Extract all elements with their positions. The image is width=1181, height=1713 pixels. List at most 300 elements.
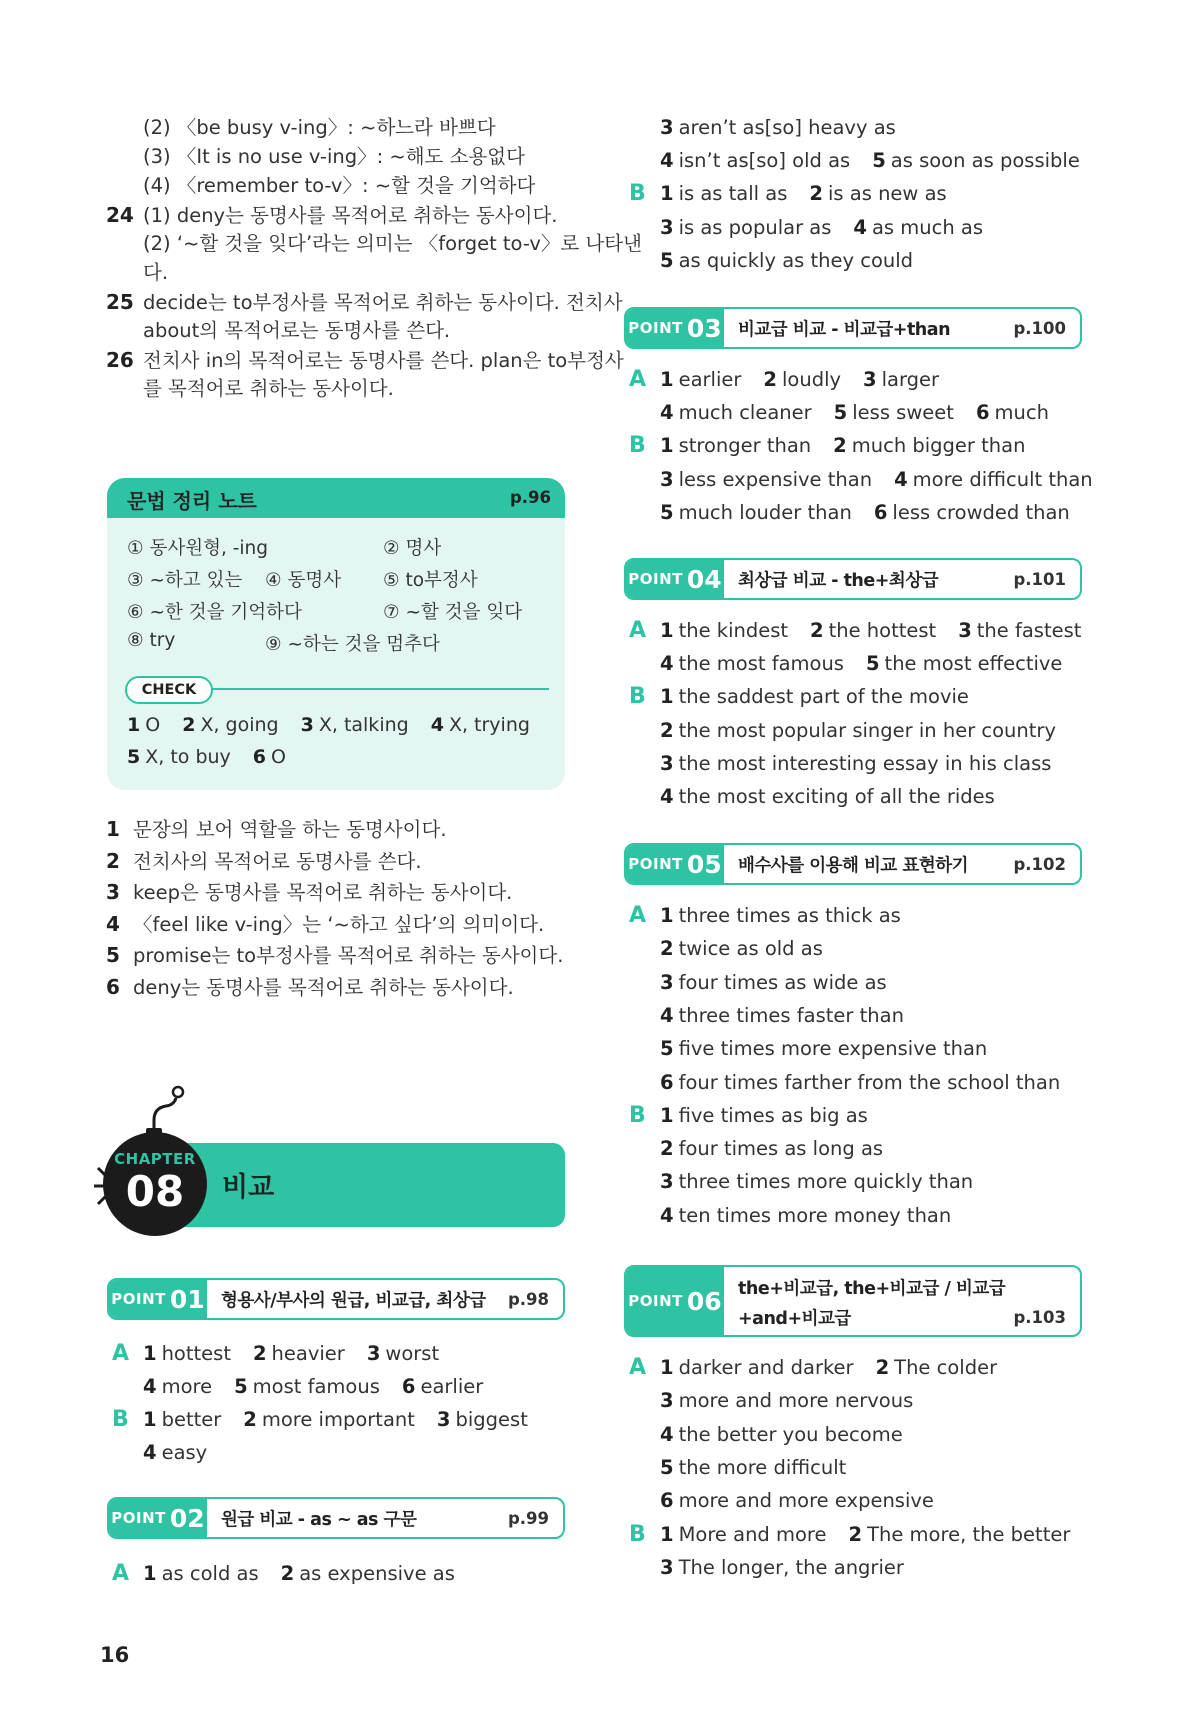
check-answer-text: X, to buy [145,746,231,768]
explanation-line [106,175,535,197]
answer-text: isn’t as[so] old as [678,149,851,173]
answer-row [660,1457,868,1479]
answer-number: 4 [660,149,674,173]
point-number: 06 [686,1286,722,1316]
page-number: 16 [100,1643,130,1667]
answer-number: 2 [660,718,674,742]
answer-item [874,501,1070,524]
answer-item [660,368,741,391]
answer-item [143,1441,207,1464]
answer-number: 6 [873,500,888,524]
point-title: 비교급 비교 - 비교급+than [738,319,951,340]
answer-number: 1 [660,1103,674,1127]
answer-item [253,1342,345,1365]
check-answer-number: 3 [300,714,314,736]
answer-number: 4 [853,215,867,239]
answer-row [660,183,969,205]
answer-text: earlier [678,368,742,391]
answer-item [872,149,1080,172]
explanation-text: (3) 〈It is no use v-ing〉: ~해도 소용없다 [143,145,525,168]
answer-row [660,786,1017,808]
answer-text: as quickly as they could [678,248,914,272]
answer-number: 1 [660,685,674,709]
answer-text: more important [261,1408,415,1431]
answer-row [143,1343,461,1365]
answer-group-letter: B [629,684,646,710]
answer-item [833,434,1025,457]
explanation-line [106,146,525,168]
point-word: POINT [628,855,683,873]
answer-row [143,1563,477,1585]
answer-item [660,182,787,205]
check-answer [301,714,409,736]
answer-row [660,250,935,272]
answer-text: more and more expensive [678,1489,934,1513]
answer-row [660,1171,995,1193]
answer-text: the hottest [828,619,937,642]
answer-number: 3 [366,1342,381,1365]
explanation-text: keep은 동명사를 목적어로 취하는 동사이다. [133,881,513,905]
point-page: p.100 [1013,318,1066,338]
answer-number: 2 [809,182,823,206]
answer-item [281,1562,455,1585]
answer-row [660,1072,1082,1094]
answer-row [660,502,1092,524]
answer-text: stronger than [678,434,812,458]
answer-text: much [994,401,1049,425]
point-number: 02 [169,1503,205,1533]
grammar-note-page: p.96 [509,488,551,507]
answer-row [660,1138,905,1160]
answer-text: is as new as [827,182,947,206]
answer-text: the most famous [678,652,844,676]
answer-number: 4 [660,1003,674,1027]
check-row [127,715,552,737]
explanation-line [106,818,447,841]
answer-item [810,619,936,642]
explanation-text: (1) deny는 동명사를 목적어로 취하는 동사이다. [143,204,558,227]
explanation-line [106,349,624,372]
answer-item [660,1489,934,1512]
note-item: ⑤ to부정사 [383,570,478,591]
answer-item [660,971,887,994]
explanation-number: 3 [106,880,120,905]
point-title: 형용사/부사의 원급, 비교급, 최상급 [221,1290,486,1311]
check-answer [431,714,530,736]
check-label: CHECK [125,676,213,704]
answer-text: the kindest [678,619,789,642]
answer-row [660,117,918,139]
explanation-number: 4 [106,911,120,936]
note-item: ③ ~하고 있는 [127,570,243,591]
explanation-number: 25 [106,290,134,314]
answer-text: the most popular singer in her country [678,718,1056,742]
answer-item [660,1170,973,1193]
note-item: ⑧ try [127,630,176,651]
point-word: POINT [111,1290,166,1308]
answer-text: more [161,1375,213,1398]
answer-number: 1 [143,1342,157,1365]
explanation-line [106,233,642,255]
answer-row [660,150,1102,172]
answer-number: 5 [660,248,674,272]
answer-item [660,752,1051,775]
answer-group-letter: A [629,367,647,392]
explanation-line [106,320,450,342]
check-answer-number: 5 [127,746,141,768]
answer-number: 2 [660,1137,674,1161]
answer-text: less crowded than [892,500,1070,524]
answer-row [660,753,1073,775]
explanation-line [106,117,496,139]
answer-number: 5 [872,149,886,173]
answer-number: 5 [660,1037,674,1061]
point-word: POINT [628,319,683,337]
answer-text: loudly [781,368,842,391]
answer-row [660,938,845,960]
point-page: p.103 [1013,1307,1066,1327]
explanation-line [106,850,422,873]
point-number: 03 [686,313,722,343]
answer-number: 4 [660,785,674,808]
explanation-line [106,881,512,904]
answer-number: 1 [660,368,674,391]
answer-item [143,1408,221,1431]
check-answer-text: X, going [200,714,279,736]
answer-text: much cleaner [678,401,812,425]
answer-row [660,1557,926,1579]
answer-text: heavier [271,1342,345,1365]
answer-number: 1 [143,1408,157,1431]
answer-item [863,368,939,391]
answer-item [660,501,852,524]
answer-item [958,619,1081,642]
answer-row [660,1005,926,1027]
point-title-line2: +and+비교급 [738,1308,851,1329]
answer-item [660,401,812,424]
answer-item [143,1342,231,1365]
point-06-header [624,1265,1082,1337]
explanation-text: (2) 〈be busy v-ing〉: ~하느라 바쁘다 [143,116,496,139]
answer-number: 3 [660,1555,674,1579]
answer-number: 2 [810,619,824,642]
answer-number: 1 [660,1522,674,1546]
note-item: ⑦ ~할 것을 잊다 [383,602,523,623]
answer-item [243,1408,415,1431]
answer-text: worst [385,1342,440,1365]
point-number: 05 [686,849,722,879]
answer-item [876,1356,998,1379]
answer-number: 2 [833,434,847,458]
answer-row [660,1357,1019,1379]
answer-text: much bigger than [851,434,1026,458]
point-page: p.102 [1013,854,1066,874]
answer-row [660,1105,890,1127]
answer-group-letter: A [629,618,647,643]
answer-item [763,368,841,391]
answer-group-letter: B [629,181,646,207]
answer-number: 3 [660,970,674,994]
answer-number: 2 [243,1408,257,1431]
answer-text: four times farther from the school than [678,1070,1061,1094]
answer-text: as cold as [161,1562,259,1585]
answer-row [660,972,909,994]
explanation-number: 24 [106,203,134,227]
explanation-text: 전치사 in의 목적어로는 동명사를 쓴다. plan은 to부정사 [143,349,624,372]
answer-item [660,1104,868,1127]
answer-text: four times as long as [678,1137,884,1161]
answer-number: 4 [894,467,908,491]
answer-row [660,1205,973,1227]
point-number: 04 [686,564,722,594]
answer-number: 3 [660,116,674,139]
explanation-text: (2) ‘~할 것을 잊다’라는 의미는 〈forget to-v〉로 나타낸 [143,232,642,255]
answer-text: more and more nervous [678,1389,914,1413]
chapter-badge [103,1132,207,1236]
answer-row [660,653,1084,675]
answer-item [402,1375,483,1398]
answer-item [660,1389,913,1412]
answer-number: 3 [958,619,972,642]
explanation-text: about의 목적어로는 동명사를 쓴다. [143,319,451,342]
answer-text: is as tall as [678,182,788,206]
answer-text: as soon as possible [890,149,1080,173]
answer-number: 2 [280,1562,295,1585]
note-item: ⑥ ~한 것을 기억하다 [127,602,302,623]
point-page: p.99 [507,1508,549,1528]
answer-group-letter: A [112,1561,130,1586]
explanation-text: (4) 〈remember to-v〉: ~할 것을 기억하다 [143,174,536,197]
answer-item [660,685,969,708]
answer-number: 1 [660,619,674,642]
answer-row [143,1376,505,1398]
answer-number: 5 [660,500,674,524]
check-answer-number: 2 [182,714,196,736]
answer-item [660,1423,903,1446]
answer-group-letter: B [112,1407,129,1432]
answer-number: 6 [660,1489,674,1513]
check-answer [253,746,286,768]
explanation-number: 26 [106,348,134,372]
answer-text: the more difficult [678,1455,847,1479]
answer-item [437,1408,528,1431]
answer-row [143,1409,550,1431]
answer-item [660,216,831,239]
check-answer-text: O [271,746,286,768]
answer-number: 5 [865,652,880,676]
explanation-text: 전치사의 목적어로 동명사를 쓴다. [133,849,422,873]
answer-text: much louder than [678,500,852,524]
answer-item [866,652,1062,675]
answer-number: 4 [660,652,674,676]
answer-text: hottest [161,1342,231,1365]
answer-text: More and more [678,1522,827,1546]
point-page: p.101 [1013,569,1066,589]
answer-number: 6 [975,401,990,425]
answer-number: 5 [660,1455,674,1479]
answer-number: 4 [660,1422,674,1446]
answer-item [660,652,844,675]
answer-text: most famous [252,1375,380,1398]
point-05-header [624,843,1082,885]
answer-item [143,1375,212,1398]
answer-item [660,1556,904,1579]
answer-row [660,369,961,391]
answer-item [660,1204,951,1227]
answer-item [234,1375,380,1398]
answer-row [143,1442,229,1464]
answer-text: less sweet [852,401,954,425]
answer-text: as expensive as [299,1562,455,1585]
note-item: ① 동사원형, -ing [127,538,268,559]
answer-text: better [161,1408,222,1431]
answer-group-letter: A [629,1355,647,1380]
answer-item [660,1037,987,1060]
explanation-line [106,378,394,400]
answer-row [660,620,1103,642]
answer-text: the saddest part of the movie [678,685,969,709]
answer-text: earlier [420,1375,484,1398]
answer-text: five times more expensive than [678,1037,988,1061]
answer-item [660,468,872,491]
answer-row [660,469,1115,491]
explanation-number: 2 [106,848,120,873]
answer-text: The colder [894,1356,998,1379]
answer-number: 2 [875,1356,890,1379]
answer-text: the most exciting of all the rides [678,785,995,808]
answer-number: 4 [143,1441,157,1464]
check-answer-number: 1 [127,714,141,736]
check-answer-text: O [145,714,161,736]
point-word: POINT [628,1292,683,1310]
explanation-line [106,976,514,999]
note-item: ⑨ ~하는 것을 멈추다 [265,634,440,655]
answer-row [660,217,1005,239]
answer-number: 3 [863,368,877,391]
answer-item [660,1071,1060,1094]
answer-number: 5 [234,1375,248,1398]
answer-number: 1 [660,182,674,206]
answer-number: 3 [660,467,674,491]
answer-number: 3 [660,1389,674,1413]
answer-text: ten times more money than [678,1203,952,1227]
answer-row [660,905,923,927]
answer-text: three times as thick as [678,904,901,927]
answer-item [976,401,1049,424]
answer-group-letter: A [629,903,647,928]
answer-text: four times as wide as [678,970,887,994]
answer-item [660,785,995,808]
answer-row [660,402,1071,424]
answer-text: three times more quickly than [678,1170,974,1194]
answer-item [849,1523,1071,1546]
point-01-header [107,1278,565,1320]
answer-number: 3 [436,1408,451,1431]
answer-item [660,619,788,642]
answer-number: 1 [660,1356,674,1379]
answer-text: darker and darker [678,1356,854,1379]
answer-group-letter: A [112,1341,130,1366]
answer-text: twice as old as [678,937,823,961]
explanation-text: 문장의 보어 역할을 하는 동명사이다. [133,818,447,841]
explanation-number: 6 [106,975,120,999]
answer-number: 2 [660,937,674,961]
point-word: POINT [111,1509,166,1527]
answer-text: larger [881,368,940,391]
point-number: 01 [169,1284,205,1314]
answer-item [660,249,913,272]
grammar-note-header [107,478,565,518]
explanation-text: 를 목적어로 취하는 동사이다. [143,377,394,400]
answer-text: more difficult than [912,467,1093,491]
point-03-header [624,307,1082,349]
answer-number: 3 [660,751,674,775]
answer-item [853,216,983,239]
answer-text: the most interesting essay in his class [678,751,1052,775]
answer-row [660,1524,1092,1546]
note-item: ④ 동명사 [265,570,342,591]
point-title: 배수사를 이용해 비교 표현하기 [738,855,969,876]
check-answer-number: 4 [430,714,444,736]
explanation-text: 다. [143,261,169,284]
chapter-title: 비교 [222,1172,275,1203]
answer-number: 4 [143,1375,157,1398]
explanation-line [106,204,557,227]
answer-number: 2 [763,368,777,391]
point-title: 최상급 비교 - the+최상급 [738,570,939,591]
answer-number: 4 [660,1203,674,1227]
answer-group-letter: B [629,433,646,459]
answer-number: 6 [401,1375,416,1398]
answer-row [660,1424,925,1446]
explanation-text: promise는 to부정사를 목적어로 취하는 동사이다. [133,944,564,968]
answer-row [660,686,991,708]
answer-text: as much as [871,215,984,239]
explanation-number: 1 [106,817,120,841]
answer-text: The longer, the angrier [678,1555,904,1579]
answer-item [660,1456,846,1479]
answer-item [660,719,1056,742]
grammar-note-box [107,478,565,790]
answer-item [660,116,896,139]
answer-number: 3 [660,215,674,239]
explanation-line [106,262,168,284]
answer-number: 4 [660,401,674,425]
answer-item [660,149,850,172]
answer-text: aren’t as[so] heavy as [678,116,896,139]
answer-text: five times as big as [678,1103,868,1127]
answer-group-letter: B [629,1102,646,1128]
point-word: POINT [628,570,683,588]
check-answer [127,746,231,768]
check-answer [127,714,160,736]
point-title-line1: the+비교급, the+비교급 / 비교급 [738,1278,1006,1299]
answer-row [660,720,1078,742]
answer-text: is as popular as [678,215,832,239]
answer-row [660,1490,956,1512]
grammar-note-title: 문법 정리 노트 [127,489,257,513]
answer-item [660,1356,854,1379]
answer-text: the most effective [884,652,1063,676]
answer-text: easy [161,1441,208,1464]
explanation-text: decide는 to부정사를 목적어로 취하는 동사이다. 전치사 [143,291,623,314]
answer-number: 1 [660,904,674,927]
answer-item [660,1004,904,1027]
answer-number: 1 [143,1562,157,1585]
point-title: 원급 비교 - as ~ as 구문 [221,1509,417,1530]
answer-item [834,401,954,424]
explanation-line [106,944,563,967]
